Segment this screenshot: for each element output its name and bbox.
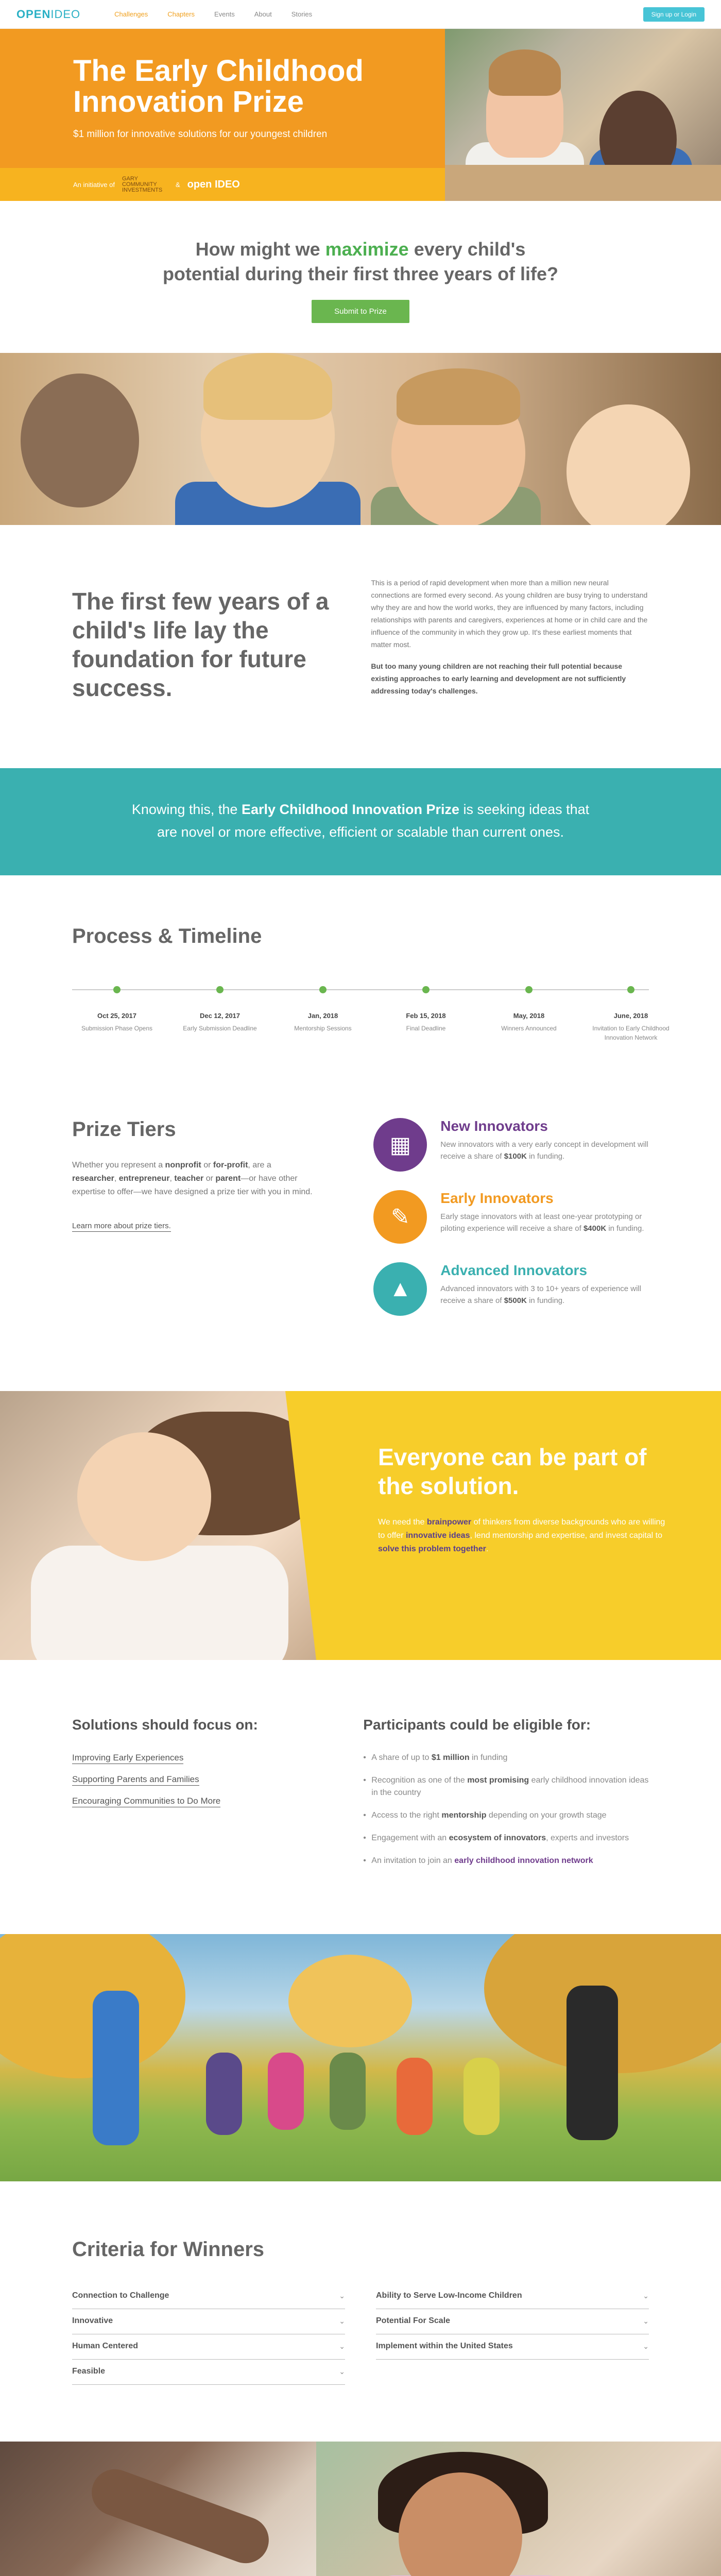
tier-desc: Early stage innovators with at least one-year prototyping or piloting experience will receive a share of $400K in funding. xyxy=(440,1212,644,1233)
nav-stories[interactable]: Stories xyxy=(291,10,313,18)
timeline-item: June, 2018 Invitation to Early Childhood Innovation Network xyxy=(592,974,670,1042)
nav-chapters[interactable]: Chapters xyxy=(167,10,195,18)
criteria-connection-to-challenge[interactable]: Connection to Challenge ⌄ xyxy=(72,2284,345,2309)
list-item: • An invitation to join an early childhood innovation network xyxy=(363,1855,649,1867)
everyone-text xyxy=(316,1391,721,1660)
chevron-down-icon: ⌄ xyxy=(339,2316,345,2325)
years-body xyxy=(371,577,649,706)
focus-link-parents-families[interactable]: Supporting Parents and Families xyxy=(72,1774,199,1786)
everyone-body: We need the brainpower of thinkers from diverse backgrounds who are willing to offer innovative ideas, lend mentorship and expertise, and invest capital to solve this problem together. xyxy=(378,1518,665,1553)
tiers-intro-text: Whether you represent a nonprofit or for-profit, are a researcher, entrepreneur, teacher or parent—or have other expertise to offer—we have designed a prize tier with you in mind. xyxy=(72,1161,313,1196)
learn-more-tiers-link[interactable]: Learn more about prize tiers. xyxy=(72,1222,171,1232)
focus-link-communities[interactable]: Encouraging Communities to Do More xyxy=(72,1796,220,1807)
timeline-dot xyxy=(422,986,430,993)
timeline-item: Oct 25, 2017 Submission Phase Opens xyxy=(78,974,156,1033)
pencil-icon: ✎ xyxy=(373,1190,427,1244)
hero-photo xyxy=(445,29,721,201)
list-item: • Engagement with an ecosystem of innovators, experts and investors xyxy=(363,1832,649,1844)
top-nav xyxy=(0,0,721,29)
eligible-list xyxy=(363,1752,649,1867)
years-paragraph-2: But too many young children are not reaching their full potential because existing approaches to early learning and development are not sufficiently addressing today's challenges. xyxy=(371,662,626,695)
criteria-scale[interactable]: Potential For Scale ⌄ xyxy=(376,2309,649,2334)
timeline-dot xyxy=(216,986,224,993)
children-walking-photo xyxy=(0,1934,721,2181)
criteria-united-states[interactable]: Implement within the United States ⌄ xyxy=(376,2334,649,2360)
criteria-innovative[interactable]: Innovative ⌄ xyxy=(72,2309,345,2334)
timeline-track xyxy=(72,974,670,1066)
signup-login-button[interactable]: Sign up or Login xyxy=(643,7,705,22)
timeline-title: Process & Timeline xyxy=(72,925,262,947)
tier-early-innovators xyxy=(373,1190,649,1244)
picture-icon: ▦ xyxy=(373,1118,427,1172)
eligibility xyxy=(363,1717,649,1877)
tier-new-innovators xyxy=(373,1118,649,1172)
tiers-list xyxy=(373,1118,649,1334)
tier-advanced-innovators xyxy=(373,1262,649,1316)
years-paragraph-1: This is a period of rapid development when more than a million new neural connections are formed every second. As young children are busy trying to understand why they are and how the world works, they are influenced by many factors, including relationships with parents and caregivers, experiences at home or in child care and the influence of the community in which they grow up. It's these earliest moments that matter most. xyxy=(371,579,648,649)
chevron-down-icon: ⌄ xyxy=(643,2342,649,2350)
criteria-human-centered[interactable]: Human Centered ⌄ xyxy=(72,2334,345,2360)
timeline-item: Feb 15, 2018 Final Deadline xyxy=(387,974,465,1033)
initiative-strip xyxy=(0,168,445,201)
parent-child-photo xyxy=(0,1391,316,1660)
nav-events[interactable]: Events xyxy=(214,10,235,18)
submit-to-prize-button[interactable]: Submit to Prize xyxy=(312,300,409,323)
hands-photo xyxy=(0,2442,721,2576)
prize-seeking-banner: Knowing this, the Early Childhood Innovation Prize is seeking ideas that are novel or more effective, efficient or scalable than current ones. xyxy=(0,768,721,875)
timeline-dot xyxy=(627,986,634,993)
list-item: • A share of up to $1 million in funding xyxy=(363,1752,649,1764)
timeline-dot xyxy=(525,986,533,993)
first-few-years-section xyxy=(0,525,721,768)
how-might-we xyxy=(0,201,721,353)
list-item: • Access to the right mentorship depending on your growth stage xyxy=(363,1809,649,1822)
openideo-logo[interactable] xyxy=(16,8,80,21)
timeline-item: Jan, 2018 Mentorship Sessions xyxy=(284,974,362,1033)
focus-title: Solutions should focus on: xyxy=(72,1717,258,1733)
nav-about[interactable]: About xyxy=(254,10,272,18)
tiers-title: Prize Tiers xyxy=(72,1118,176,1141)
focus-eligibility-section xyxy=(0,1660,721,1934)
timeline-dot xyxy=(319,986,327,993)
logo-ideo: IDEO xyxy=(50,7,81,21)
hero xyxy=(0,29,721,201)
tier-desc: New innovators with a very early concept in development will receive a share of $100K in funding. xyxy=(440,1140,648,1161)
question-text: How might we maximize every child's potential during their first three years of life? xyxy=(162,239,559,284)
tier-desc: Advanced innovators with 3 to 10+ years of experience will receive a share of $500K in funding. xyxy=(440,1284,642,1305)
initiative-label: An initiative of xyxy=(73,180,115,189)
timeline-item: Dec 12, 2017 Early Submission Deadline xyxy=(181,974,259,1033)
years-title: The first few years of a child's life lay the foundation for future success. xyxy=(72,588,329,701)
logo-open: OPEN xyxy=(16,7,51,21)
chevron-down-icon: ⌄ xyxy=(339,2291,345,2300)
everyone-section xyxy=(0,1391,721,1660)
solutions-focus xyxy=(72,1717,327,1877)
criteria-section xyxy=(0,2181,721,2442)
criteria-low-income[interactable]: Ability to Serve Low-Income Children ⌄ xyxy=(376,2284,649,2309)
eligible-title: Participants could be eligible for: xyxy=(363,1717,591,1733)
timeline-dot xyxy=(113,986,121,993)
process-timeline xyxy=(0,875,721,1103)
gary-community-logo: GARY COMMUNITY INVESTMENTS xyxy=(122,175,163,193)
tier-title: New Innovators xyxy=(440,1118,548,1134)
openideo-mini-logo: open IDEO xyxy=(187,178,240,190)
nav-links xyxy=(114,10,312,18)
prize-tiers-section xyxy=(0,1103,721,1391)
timeline-item: May, 2018 Winners Announced xyxy=(490,974,568,1033)
nav-challenges[interactable]: Challenges xyxy=(114,10,148,18)
rocket-icon: ▲ xyxy=(373,1262,427,1316)
chevron-down-icon: ⌄ xyxy=(643,2291,649,2300)
children-photo xyxy=(0,353,721,525)
chevron-down-icon: ⌄ xyxy=(339,2367,345,2376)
focus-link-early-experiences[interactable]: Improving Early Experiences xyxy=(72,1753,183,1764)
criteria-feasible[interactable]: Feasible ⌄ xyxy=(72,2360,345,2385)
tier-title: Advanced Innovators xyxy=(440,1262,588,1278)
list-item: • Recognition as one of the most promising early childhood innovation ideas in the country xyxy=(363,1774,649,1799)
tiers-intro xyxy=(72,1118,317,1334)
hero-subtitle: $1 million for innovative solutions for our youngest children xyxy=(73,129,328,140)
hero-banner xyxy=(0,29,445,201)
amp-sign: & xyxy=(175,180,180,189)
chevron-down-icon: ⌄ xyxy=(643,2316,649,2325)
tier-title: Early Innovators xyxy=(440,1190,554,1206)
criteria-title: Criteria for Winners xyxy=(72,2238,265,2261)
hero-title: The Early Childhood Innovation Prize xyxy=(73,54,364,118)
chevron-down-icon: ⌄ xyxy=(339,2342,345,2350)
everyone-title: Everyone can be part of the solution. xyxy=(378,1444,647,1499)
